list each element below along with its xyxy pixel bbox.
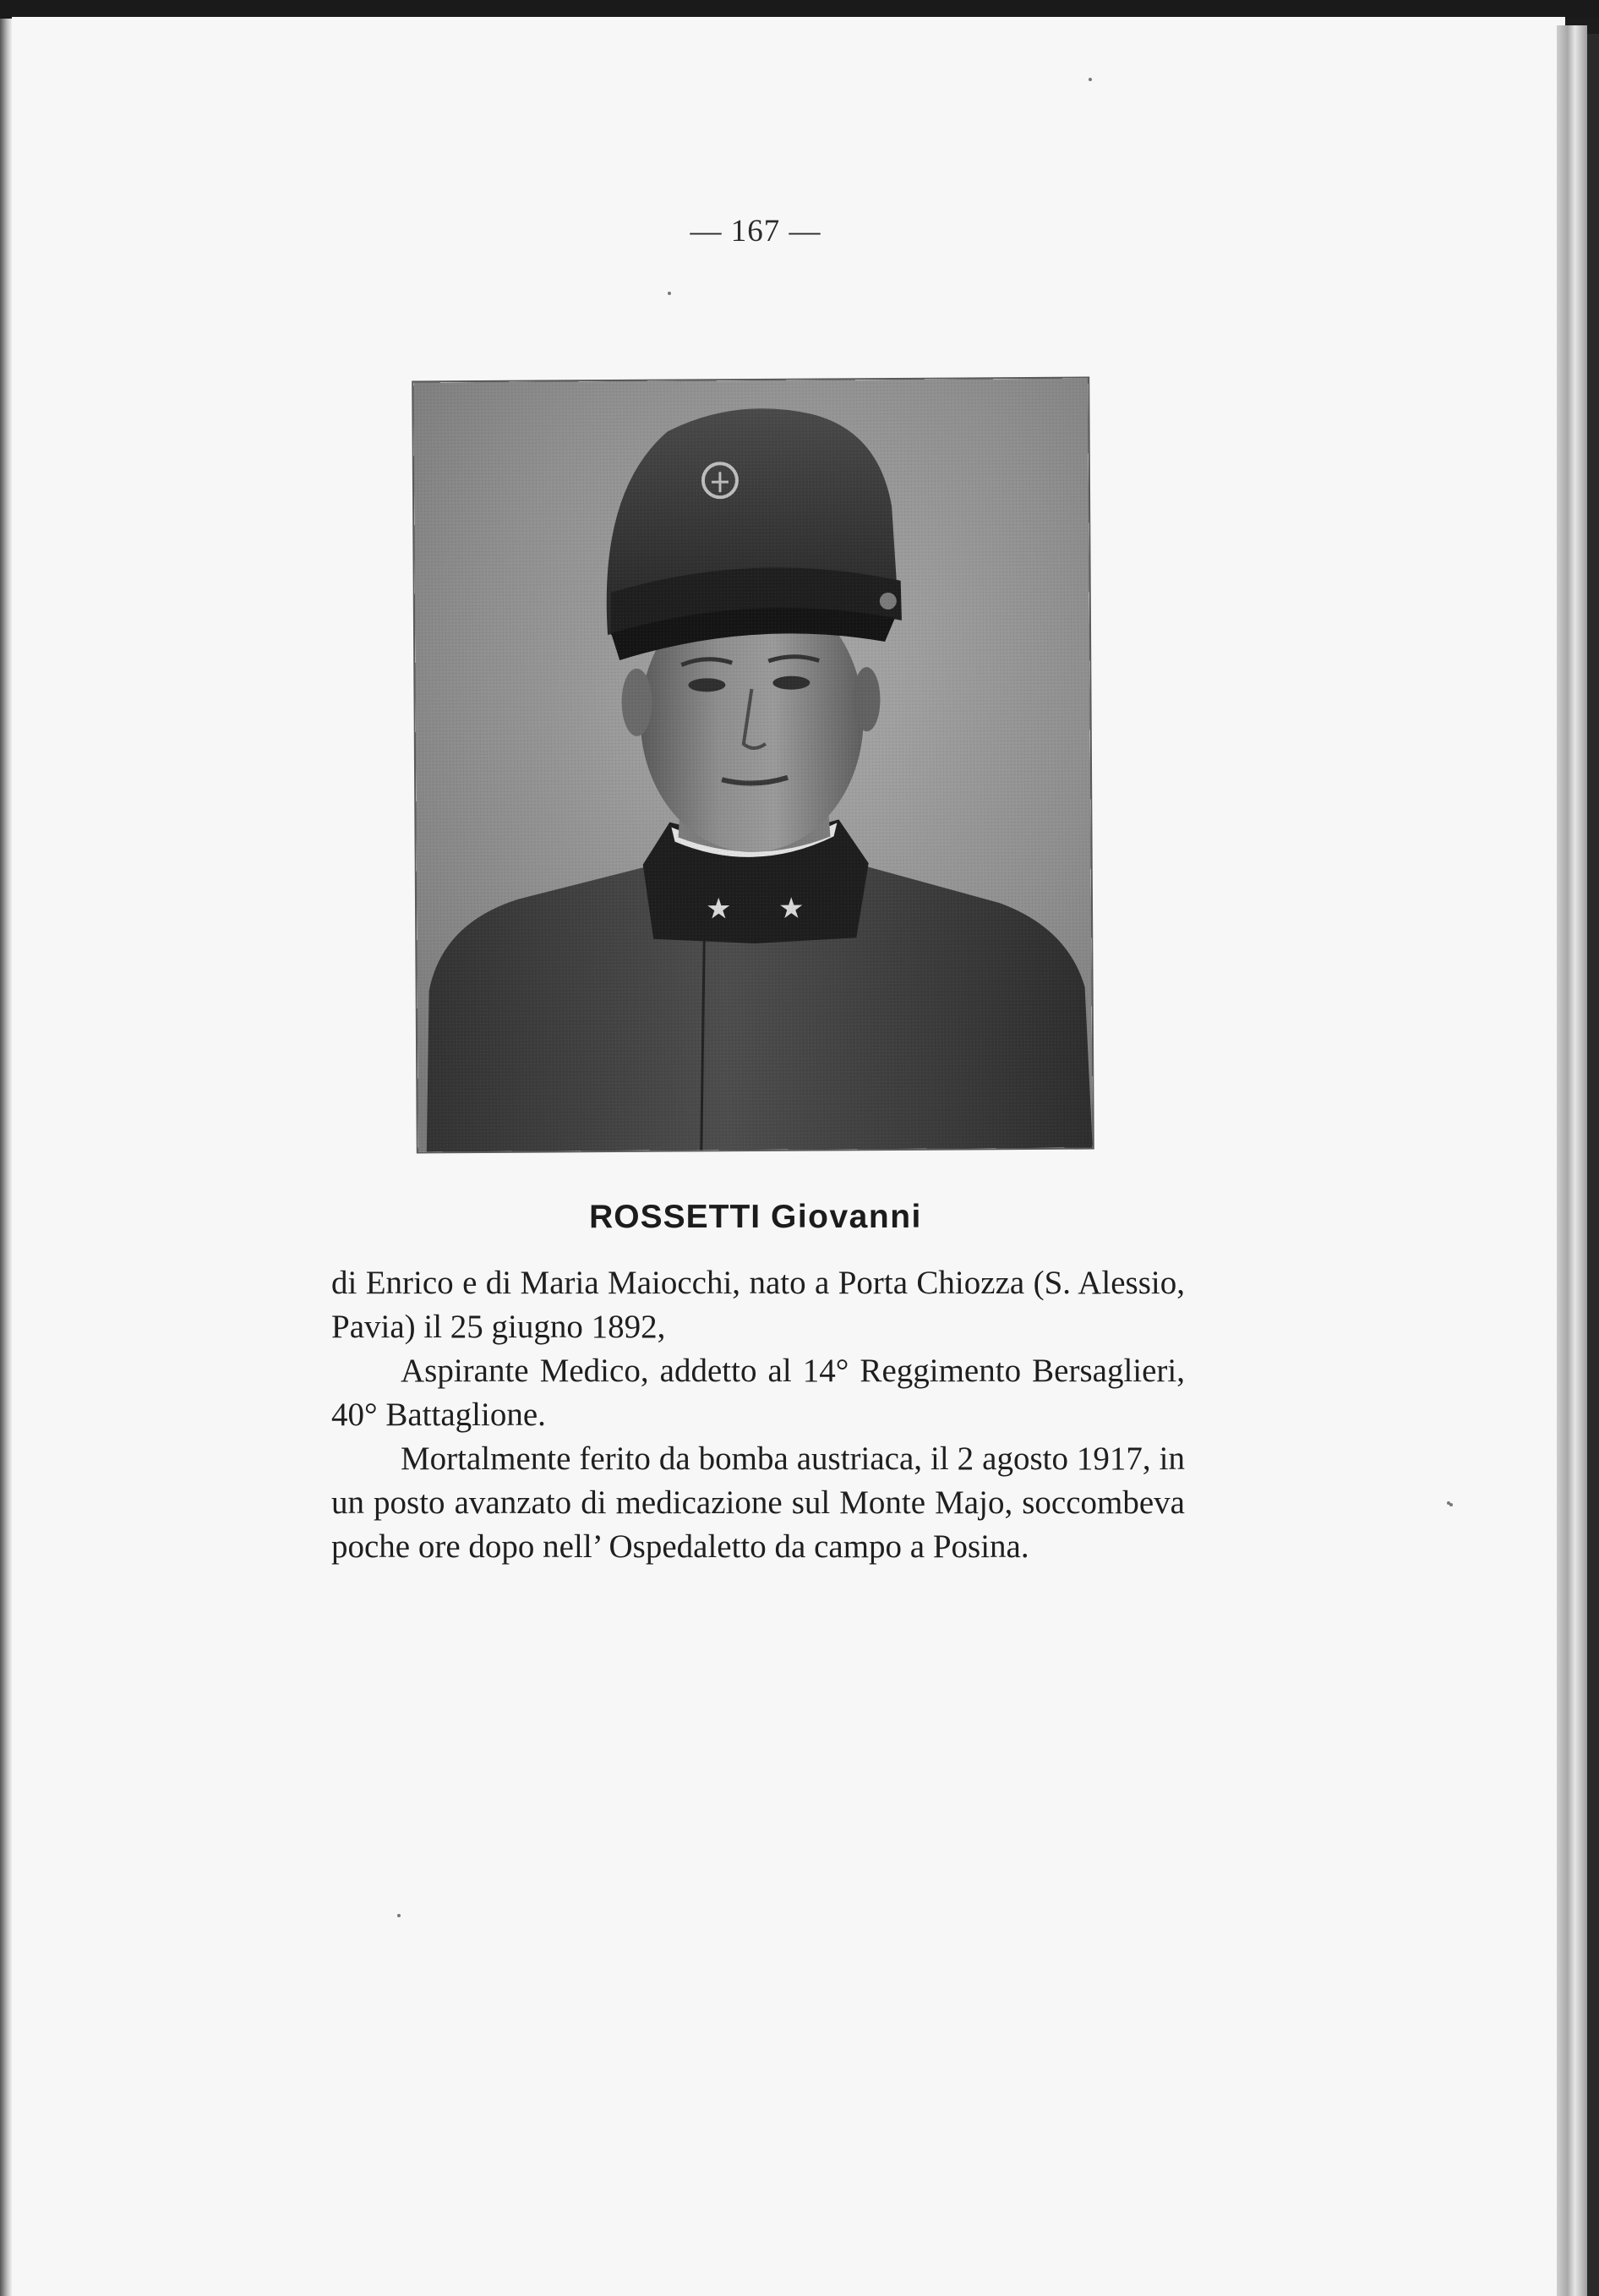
portrait-photo-icon	[413, 379, 1093, 1152]
person-name	[0, 1199, 1511, 1236]
biography-text	[331, 1261, 1185, 1569]
scan-speck	[668, 292, 671, 295]
scan-speck	[1089, 78, 1092, 81]
scan-speck	[1449, 1503, 1453, 1506]
scan-top-border	[0, 0, 1599, 19]
book-page	[12, 17, 1565, 2296]
surname: ROSSETTI	[589, 1199, 761, 1235]
page-stack-edge	[1557, 25, 1587, 2296]
scan-speck	[397, 1914, 401, 1917]
scan-left-edge	[0, 19, 12, 2296]
portrait-photo	[413, 379, 1093, 1152]
scan-right-border	[1587, 34, 1599, 2296]
page-number: — 167 —	[690, 214, 821, 249]
paragraph-rank: Aspirante Medico, addetto al 14° Reggimento Bersaglieri, 40° Battaglione.	[331, 1353, 1185, 1433]
given-name: Giovanni	[771, 1199, 922, 1235]
paragraph-death: Mortalmente ferito da bomba austriaca, il 2 agosto 1917, in un posto avanzato di medicazione sul Monte Majo, soccombeva poche ore dopo nell’ Ospedaletto da campo a Posina.	[331, 1440, 1185, 1565]
paragraph-parentage: di Enrico e di Maria Maiocchi, nato a Porta Chiozza (S. Alessio, Pavia) il 25 giugno 1892,	[331, 1265, 1185, 1345]
